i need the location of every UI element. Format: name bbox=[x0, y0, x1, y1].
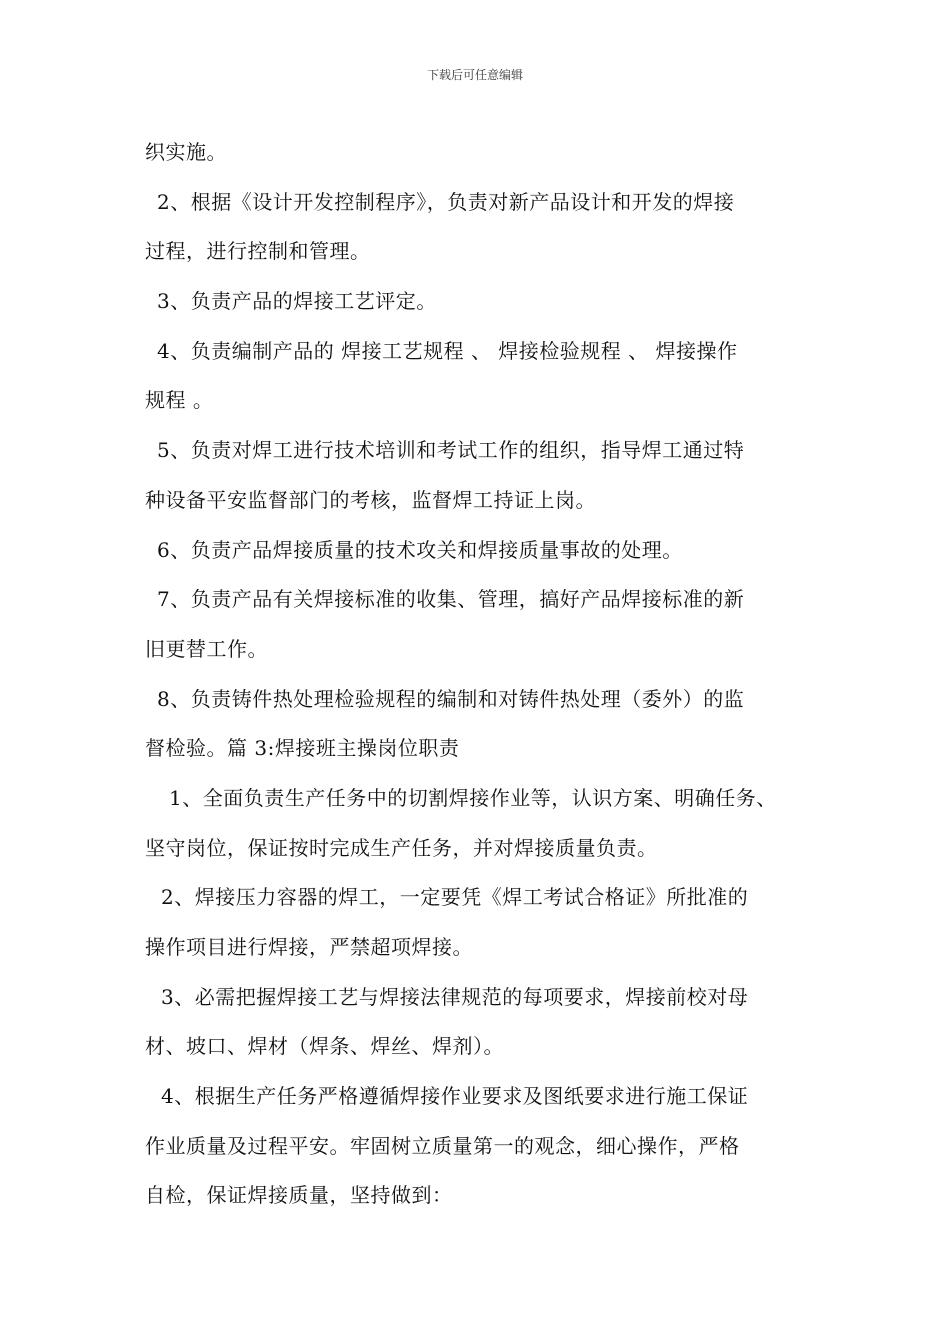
text-line: 2、焊接压力容器的焊工，一定要凭《焊工考试合格证》所批准的 bbox=[161, 885, 749, 910]
page-header: 下载后可任意编辑 bbox=[426, 68, 523, 82]
text-line: 1、全面负责生产任务中的切割焊接作业等，认识方案、明确任务、 bbox=[169, 785, 777, 810]
text-line: 督检验。篇 3:焊接班主操岗位职责 bbox=[145, 736, 460, 761]
text-line: 4、根据生产任务严格遵循焊接作业要求及图纸要求进行施工保证 bbox=[161, 1084, 749, 1109]
text-line: 规程 。 bbox=[145, 388, 214, 413]
text-line: 旧更替工作。 bbox=[145, 636, 268, 661]
text-line: 种设备平安监督部门的考核，监督焊工持证上岗。 bbox=[145, 487, 596, 512]
text-line: 7、负责产品有关焊接标准的收集、管理，搞好产品焊接标准的新 bbox=[157, 587, 745, 612]
text-line: 作业质量及过程平安。牢固树立质量第一的观念，细心操作，严格 bbox=[145, 1133, 740, 1158]
text-line: 3、负责产品的焊接工艺评定。 bbox=[157, 289, 437, 314]
text-line: 坚守岗位，保证按时完成生产任务，并对焊接质量负责。 bbox=[145, 835, 658, 860]
text-line: 自检，保证焊接质量，坚持做到： bbox=[145, 1183, 453, 1208]
document-body bbox=[145, 128, 825, 1221]
text-line: 3、必需把握焊接工艺与焊接法律规范的每项要求，焊接前校对母 bbox=[161, 984, 749, 1009]
text-line: 织实施。 bbox=[145, 140, 227, 164]
text-line: 8、负责铸件热处理检验规程的编制和对铸件热处理（委外）的监 bbox=[157, 686, 745, 711]
text-line: 材、坡口、焊材（焊条、焊丝、焊剂）。 bbox=[145, 1034, 504, 1059]
text-line: 操作项目进行焊接，严禁超项焊接。 bbox=[145, 935, 473, 959]
text-line: 4、负责编制产品的 焊接工艺规程 、 焊接检验规程 、 焊接操作 bbox=[157, 338, 738, 363]
text-line: 2、根据《设计开发控制程序》，负责对新产品设计和开发的焊接 bbox=[157, 189, 735, 214]
text-line: 6、负责产品焊接质量的技术攻关和焊接质量事故的处理。 bbox=[157, 537, 683, 562]
text-line: 5、负责对焊工进行技术培训和考试工作的组织，指导焊工通过特 bbox=[157, 438, 745, 463]
text-line: 过程，进行控制和管理。 bbox=[145, 239, 371, 264]
